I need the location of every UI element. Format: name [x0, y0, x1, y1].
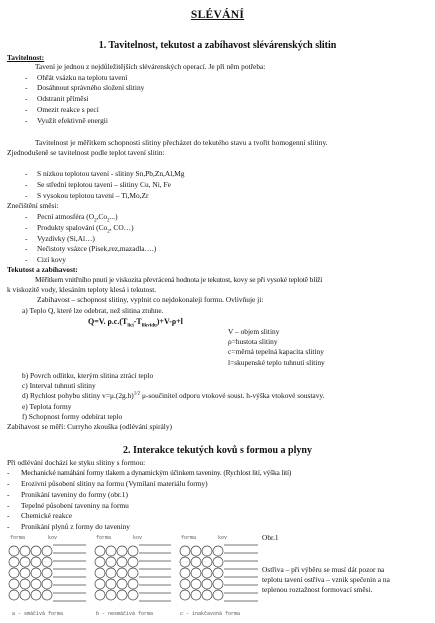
bullet-dash: -	[7, 501, 10, 510]
bullet-dash: -	[25, 244, 28, 253]
formula-legend-item: l=skupenské teplo tuhnutí slitiny	[228, 358, 325, 367]
ostriva-note: Ostřiva – při výběru se musí dát pozor na	[262, 565, 385, 574]
list-item: Chemické reakce	[21, 511, 73, 520]
list-item: Omezit reakce s pecí	[37, 105, 99, 114]
bullet-dash: -	[25, 105, 28, 114]
bullet-dash: -	[25, 73, 28, 82]
bullet-dash: -	[7, 479, 10, 488]
list-item: Produkty spalování ($Co_2$, CO…)	[37, 223, 134, 235]
figure-label: kov	[48, 535, 58, 541]
list-item-f: f) Schopnost formy odebírat teplo	[22, 412, 123, 421]
figure-label: forma	[96, 535, 112, 541]
figure-panel-c	[180, 545, 258, 601]
figure-label: forma	[181, 535, 197, 541]
section-2-intro: Při odlévání dochází ke styku slitiny s formou:	[7, 458, 146, 467]
ostriva-note: teplenou roztažnost formovací směsi.	[262, 585, 373, 594]
tavitelnost-label: Tavitelnost:	[7, 53, 45, 62]
zabihavost-measure: Zabíhavost se měří: Curryho zkouška (odlévání spirály)	[7, 422, 173, 431]
tavitelnost-simplified: Zjednodušeně se tavitelnost podle teplot tavení slitin:	[7, 148, 165, 157]
tavitelnost-definition: Tavitelnost je měřítkem schopnosti slitiny přecházet do tekutého stavu a tvořit homogenní slitiny.	[35, 138, 328, 147]
list-item: Tepelné působení taveniny na formu	[21, 501, 129, 510]
page-title: SLÉVÁNÍ	[190, 9, 245, 21]
bullet-dash: -	[25, 212, 28, 221]
list-item: Pronikání plynů z formy do taveniny	[21, 522, 130, 531]
list-item: Mechanické namáhání formy tlakem a dynamickým účinkem taveniny. (Rychlost lití, výška lití)	[21, 468, 292, 477]
figure-reference: Obr.1	[262, 533, 279, 542]
list-item: S nízkou teplotou tavení - slitiny Sn,Pb,Zn,Al,Mg	[37, 169, 185, 178]
list-item: Odstranit příměsi	[37, 94, 89, 103]
formula-legend-item: c=měrná tepelná kapacita slitiny	[228, 347, 324, 356]
tekutost-text-2: k viskozitě vody, klesáním teploty klesá i tekutost.	[7, 285, 157, 294]
bullet-dash: -	[7, 468, 10, 477]
figure-label: kov	[218, 535, 228, 541]
ostriva-note: teplotu tavení ostřiva – vznik spečenin a na	[262, 575, 390, 584]
list-item-d: d) Rychlost pohybu slitiny $v=\mu.(2g.h)^{1/2}$ μ-součinitel odporu vtokové soust. h-výška vtokové soustavy.	[22, 391, 325, 400]
figure-panel-b	[95, 545, 171, 601]
list-item: Pecní atmosféra $(O_2,Co_2...)$	[37, 212, 118, 224]
figure-caption-b: b - nesmáčivá forma	[96, 611, 154, 617]
bullet-dash: -	[25, 255, 28, 264]
bullet-dash: -	[25, 169, 28, 178]
list-item: Dosáhnout správného složení slitiny	[37, 83, 145, 92]
bullet-dash: -	[25, 234, 28, 243]
figure-panel-a	[9, 545, 86, 601]
list-item: Ohřát vsázku na teplotu tavení	[37, 73, 128, 82]
bullet-dash: -	[7, 511, 10, 520]
bullet-dash: -	[25, 83, 28, 92]
formula-legend-item: ρ=hustota slitiny	[228, 337, 278, 346]
list-item: S vysokou teplotou tavení – Ti,Mo,Zr	[37, 191, 149, 200]
tekutost-text-1: Měřítkem vnitřního pnutí je viskozita převrácená hodnota je tekutost, kovy se při vysoké teplotě blíží	[35, 275, 323, 284]
bullet-dash: -	[7, 522, 10, 531]
list-item: Vyzdívky (Si,Al…)	[37, 234, 95, 243]
bullet-dash: -	[25, 191, 28, 200]
bullet-dash: -	[25, 223, 28, 232]
section-2-heading: 2. Interakce tekutých kovů s formou a plyny	[123, 445, 312, 456]
formula-legend-item: V – objem slitiny	[228, 327, 280, 336]
znecisteni-label: Znečištění směsi:	[7, 201, 59, 210]
zabihavost-text: Zabíhavost – schopnost slitiny, vyplnit co nejdokonaleji formu. Ovlivňuje ji:	[37, 295, 264, 304]
tekutost-label: Tekutost a zabíhavost:	[7, 265, 78, 274]
bullet-dash: -	[25, 94, 28, 103]
list-item: Nečistoty vsázce (Písek,rez,mazadla….)	[37, 244, 157, 253]
list-item: Se střední teplotou tavení – slitiny Cu, Ni, Fe	[37, 180, 171, 189]
list-item: Pronikání taveniny do formy (obr.1)	[21, 490, 128, 499]
figure-label: forma	[10, 535, 26, 541]
figure-label: kov	[133, 535, 143, 541]
list-item-e: e) Teplota formy	[22, 402, 72, 411]
list-item: Erozivní působení slitiny na formu (Vymílaní materiálu formy)	[21, 479, 208, 488]
bullet-dash: -	[7, 490, 10, 499]
heat-formula: Q=V. $\rho.c.(T_{lici}-T_{likvidu})+V-\rho+l$	[88, 317, 183, 329]
list-item-b: b) Povrch odlitku, kterým slitina ztrácí teplo	[22, 371, 154, 380]
tavitelnost-intro: Tavení je jednou z nejdůležitějších slévárenských operací. Je při něm potřeba:	[35, 62, 266, 71]
bullet-dash: -	[25, 116, 28, 125]
bullet-dash: -	[25, 180, 28, 189]
list-item: Cizí kovy	[37, 255, 66, 264]
section-1-heading: 1. Tavitelnost, tekutost a zabíhavost slévárenských slitin	[98, 40, 337, 51]
list-item: Využít efektivně energii	[37, 116, 108, 125]
mold-interface-figure	[8, 533, 260, 619]
list-item-a: a) Teplo Q, které lze odebrat, než slitina ztuhne.	[22, 306, 164, 315]
figure-caption-c: c - inakčavoná forma	[180, 611, 241, 617]
list-item-c: c) Interval tuhnutí slitiny	[22, 381, 96, 390]
figure-caption-a: a - smáčivá forma	[12, 611, 64, 617]
